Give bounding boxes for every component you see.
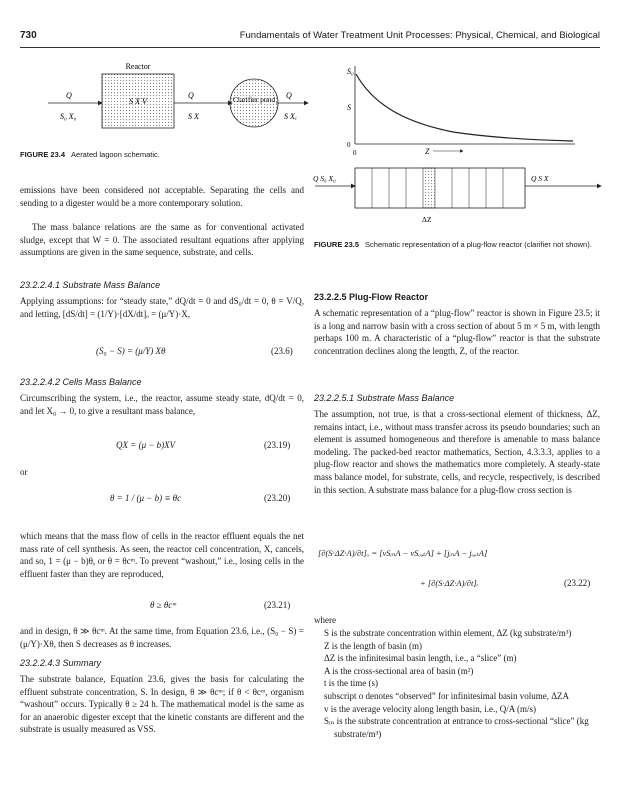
equation-23-20-number: (23.20)	[264, 493, 291, 503]
right-para-2: The assumption, not true, is that a cross-sectional element of thickness, ΔZ, remains intact, i.e., without mass transfer across its pseudo boundaries; such an element is assumed homogeneous and therefore is amenable to mass balance modeling. The packed-bed reactor mathematics, Section, 4.3.3.3, applies to a plug-flow reactor and shows the mathematics more completely. A steady-state mass balance model, for substrate, cells, and recycle, respectively, is described in this section. A substrate mass balance for a plug-flow cross section is	[314, 409, 600, 495]
running-title: Fundamentals of Water Treatment Unit Processes: Physical, Chemical, and Biological	[239, 30, 600, 41]
definition-item: Sᵢₙ is the substrate concentration at entrance to cross-sectional “slice” (kg substrate/m³)	[324, 716, 589, 739]
x-axis-label: Z	[425, 147, 430, 156]
heading-cells-mass-balance: 23.2.2.4.2 Cells Mass Balance	[20, 377, 142, 387]
inlet-q: Q	[66, 91, 72, 100]
delta-z-slice	[423, 168, 435, 208]
equation-23-21: θ ≥ θcᵐ	[150, 600, 177, 610]
outlet-vars: S Xₑ	[284, 112, 297, 121]
inlet-vars: S₀ X₀	[60, 112, 77, 121]
x-axis-zero-label: 0	[353, 149, 357, 157]
left-para-7: The substrate balance, Equation 23.6, gives the basis for calculating the effluent substrate concentration, S. In design, θ ≫ θcᵐ; if θ < θcᵐ, organism “washout” occurs. Typically θ ≥ 24 h. The mathematical model is the same as for an anaerobic digester except that the kinetic constants are different and the substrate is usually measured as VSS.	[20, 674, 304, 735]
basin-outline	[355, 168, 525, 208]
figure-23-5-diagram	[313, 62, 603, 230]
equation-23-22-number: (23.22)	[564, 578, 591, 588]
definition-item: ΔZ is the infinitesimal basin length, i.e., a “slice” (m)	[324, 653, 517, 664]
heading-plug-flow-reactor: 23.2.2.5 Plug-Flow Reactor	[314, 292, 429, 302]
figure-23-4-text: Aerated lagoon schematic.	[71, 150, 160, 159]
equation-23-19-number: (23.19)	[264, 440, 291, 450]
mid-q: Q	[188, 91, 194, 100]
y-axis-zero-label: 0	[347, 141, 351, 149]
equation-23-21-number: (23.21)	[264, 600, 291, 610]
heading-plug-flow-substrate-balance: 23.2.2.5.1 Substrate Mass Balance	[314, 393, 455, 403]
right-para-1: A schematic representation of a “plug-flow” reactor is shown in Figure 23.5; it is a long and narrow basin with a cross section of about 5 m × 5 m, with length perhaps 100 m. A characteristic of a “plug-flow” reactor is that the substrate concentration declines along the length, Z, of the reactor.	[314, 308, 600, 356]
left-para-6: and in design, θ ≫ θcᵐ. At the same time, from Equation 23.6, i.e., (S₀ − S) = (μ/Y)·Xθ, then S decreases as θ increases.	[20, 626, 304, 649]
heading-summary: 23.2.2.4.3 Summary	[20, 658, 102, 668]
outlet-q: Q	[286, 91, 292, 100]
left-para-5: which means that the mass flow of cells in the reactor effluent equals the net mass rate of cell synthesis. As seen, the reactor cell concentration, X, cancels, and so, 1 = (μ − b)θ, or θ = θcᵐ. To prevent “washout,” i.e., losing cells in the effluent faster than they are reproduced,	[20, 531, 304, 579]
reactor-vars: S X V	[129, 97, 147, 106]
figure-23-4-caption	[20, 150, 310, 160]
figure-23-4-diagram	[20, 58, 310, 140]
y-axis-mid-label: S	[347, 103, 351, 112]
definition-item: subscript o denotes “observed” for infinitesimal basin volume, ΔZA	[324, 690, 569, 701]
left-para-2: The mass balance relations are the same as for conventional activated sludge, except that W = 0. The associated resultant equations after applying assumptions are given in the same sequence, substrate, and cells.	[20, 222, 304, 258]
equation-23-22-line-2: + [∂(S·ΔZ·A)/∂t]ᵣ	[420, 578, 479, 588]
equation-23-6-number: (23.6)	[271, 346, 293, 356]
heading-substrate-mass-balance: 23.2.2.4.1 Substrate Mass Balance	[20, 280, 161, 290]
reactor-label: Reactor	[125, 62, 151, 71]
definition-item: S is the substrate concentration within element, ΔZ (kg substrate/m³)	[324, 628, 572, 638]
definitions-list	[324, 627, 600, 740]
basin-inlet-label: Q S₀ X₀	[313, 174, 336, 183]
definition-item: v is the average velocity along length basin, i.e., Q/A (m/s)	[324, 703, 536, 714]
header-rule	[20, 47, 600, 48]
page-header	[20, 30, 600, 45]
definition-item: t is the time (s)	[324, 678, 378, 689]
figure-23-4-number: FIGURE 23.4	[20, 150, 66, 159]
clarifier-label: Clarifier pond	[232, 95, 276, 104]
mid-vars: S X	[188, 112, 199, 121]
figure-23-5-number: FIGURE 23.5	[314, 240, 360, 249]
left-para-3: Applying assumptions: for “steady state,” dQ/dt = 0 and dS₀/dt = 0, θ = V/Q, and letting, [dS/dt] = (1/Y)·[dX/dt]ₒ = (μ/Y)·X,	[20, 296, 304, 319]
page-number: 730	[20, 30, 37, 41]
left-para-1: emissions have been considered not acceptable. Separating the cells and sending to a digester would be a more contemporary solution.	[20, 185, 304, 208]
where-word: where	[314, 615, 336, 625]
left-para-4: Circumscribing the system, i.e., the reactor, assume steady state, dQ/dt = 0, and let X₀ → 0, to give a resultant mass balance,	[20, 393, 304, 416]
equation-23-19: QX = (μ − b)XV	[116, 440, 176, 450]
definition-item: Z is the length of basin (m)	[324, 640, 422, 651]
substrate-decay-curve	[356, 74, 573, 141]
equation-23-6: (S₀ − S) = (μ/Y) Xθ	[96, 346, 166, 356]
figure-23-5-text: Schematic representation of a plug-flow reactor (clarifier not shown).	[365, 240, 592, 249]
definition-item: A is the cross-sectional area of basin (m²)	[324, 665, 474, 676]
equation-23-22-line-1: [∂(S·ΔZ·A)/∂t]ₒ = [vSᵢₙA − vSₒᵤₜA] + [jᵢₙA − jₒᵤₜA]	[318, 548, 488, 558]
equation-23-20: θ = 1 / (μ − b) ≡ θc	[110, 493, 182, 503]
or-word: or	[20, 467, 28, 477]
slice-label: ΔZ	[422, 215, 432, 224]
y-axis-top-label: S₀	[347, 67, 354, 76]
basin-outlet-label: Q S X	[531, 174, 549, 183]
figure-23-5-caption	[314, 240, 600, 250]
